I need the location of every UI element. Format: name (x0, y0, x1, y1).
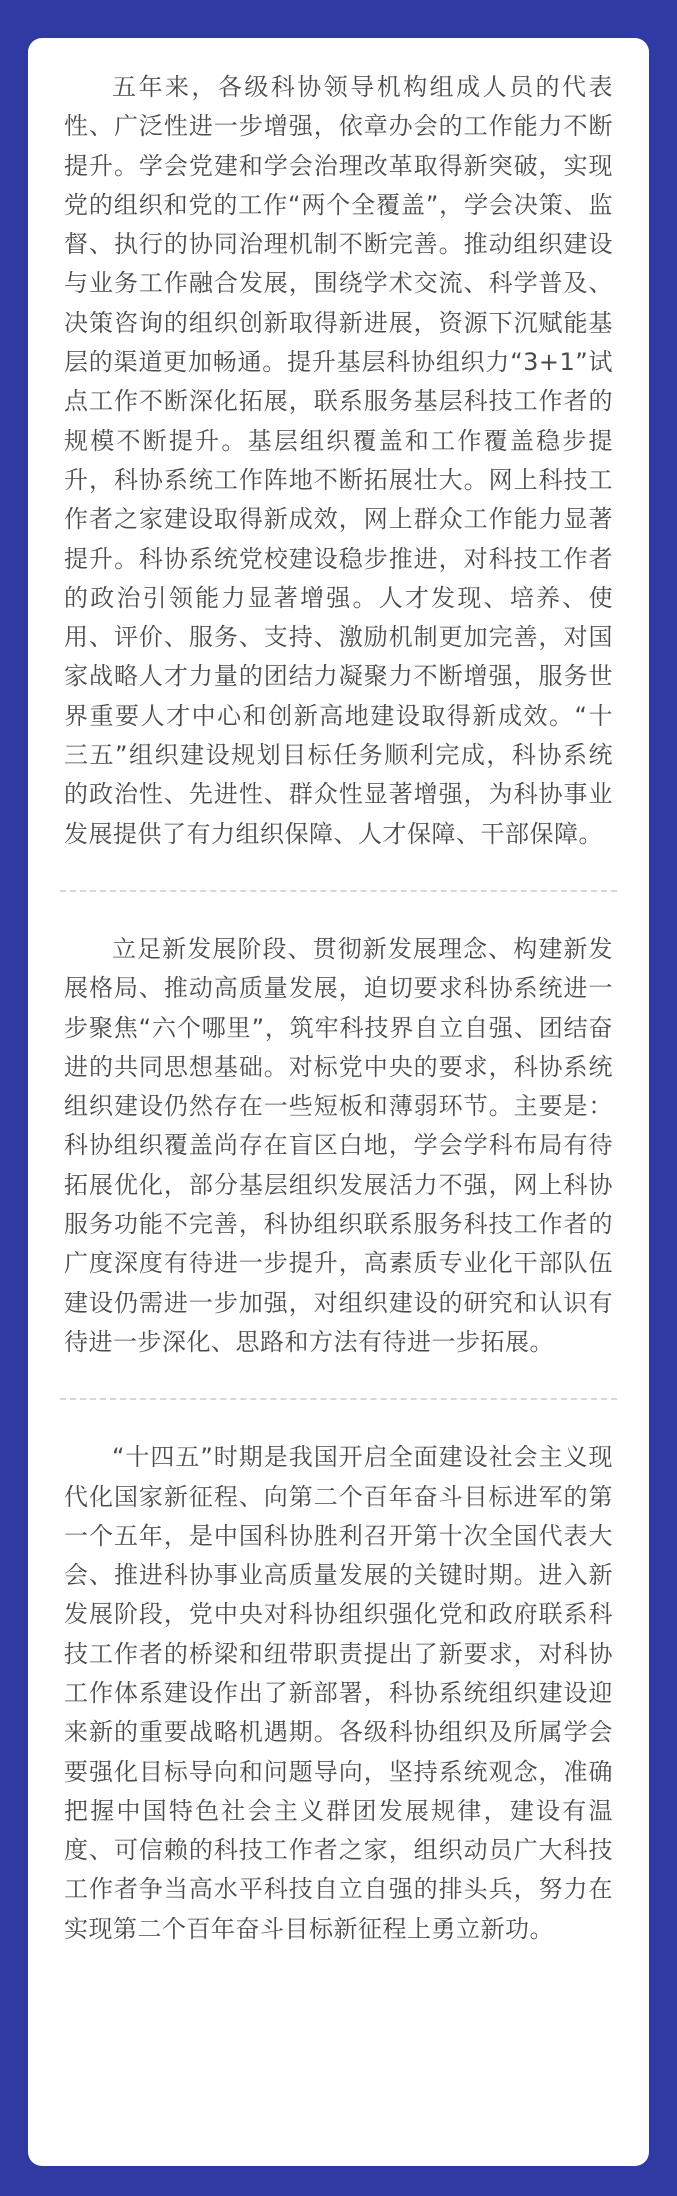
dashed-divider (60, 1398, 617, 1400)
paragraph-outlook: “十四五”时期是我国开启全面建设社会主义现代化国家新征程、向第二个百年奋斗目标进军的第一个五年，是中国科协胜利召开第十次全国代表大会、推进科协事业高质量发展的关键时期。进入新发展阶段，党中央对科协组织强化党和政府联系科技工作者的桥梁和纽带职责提出了新要求，对科协工作体系建设作出了新部署，科协系统组织建设迎来新的重要战略机遇期。各级科协组织及所属学会要强化目标导向和问题导向，坚持系统观念，准确把握中国特色社会主义群团发展规律，建设有温度、可信赖的科技工作者之家，组织动员广大科技工作者争当高水平科技自立自强的排头兵，努力在实现第二个百年奋斗目标新征程上勇立新功。 (64, 1443, 613, 1943)
dashed-divider (60, 890, 617, 892)
paragraph-achievements: 五年来，各级科协领导机构组成人员的代表性、广泛性进一步增强，依章办会的工作能力不断提升。学会党建和学会治理改革取得新突破，实现党的组织和党的工作“两个全覆盖”，学会决策、监督、执行的协同治理机制不断完善。推动组织建设与业务工作融合发展，围绕学术交流、科学普及、决策咨询的组织创新取得新进展，资源下沉赋能基层的渠道更加畅通。提升基层科协组织力“3+1”试点工作不断深化拓展，联系服务基层科技工作者的规模不断提升。基层组织覆盖和工作覆盖稳步提升，科协系统工作阵地不断拓展壮大。网上科技工作者之家建设取得新成效，网上群众工作能力显著提升。科协系统党校建设稳步推进，对科技工作者的政治引领能力显著增强。人才发现、培养、使用、评价、服务、支持、激励机制更加完善，对国家战略人才力量的团结力凝聚力不断增强，服务世界重要人才中心和创新高地建设取得新成效。“十三五”组织建设规划目标任务顺利完成，科协系统的政治性、先进性、群众性显著增强，为科协事业发展提供了有力组织保障、人才保障、干部保障。 (64, 73, 613, 848)
article-card (28, 38, 649, 2166)
paragraph-challenges: 立足新发展阶段、贯彻新发展理念、构建新发展格局、推动高质量发展，迫切要求科协系统进一步聚焦“六个哪里”，筑牢科技界自立自强、团结奋进的共同思想基础。对标党中央的要求，科协系统组织建设仍然存在一些短板和薄弱环节。主要是：科协组织覆盖尚存在盲区白地，学会学科布局有待拓展优化，部分基层组织发展活力不强，网上科协服务功能不完善，科协组织联系服务科技工作者的广度深度有待进一步提升，高素质专业化干部队伍建设仍需进一步加强，对组织建设的研究和认识有待进一步深化、思路和方法有待进一步拓展。 (64, 934, 613, 1356)
